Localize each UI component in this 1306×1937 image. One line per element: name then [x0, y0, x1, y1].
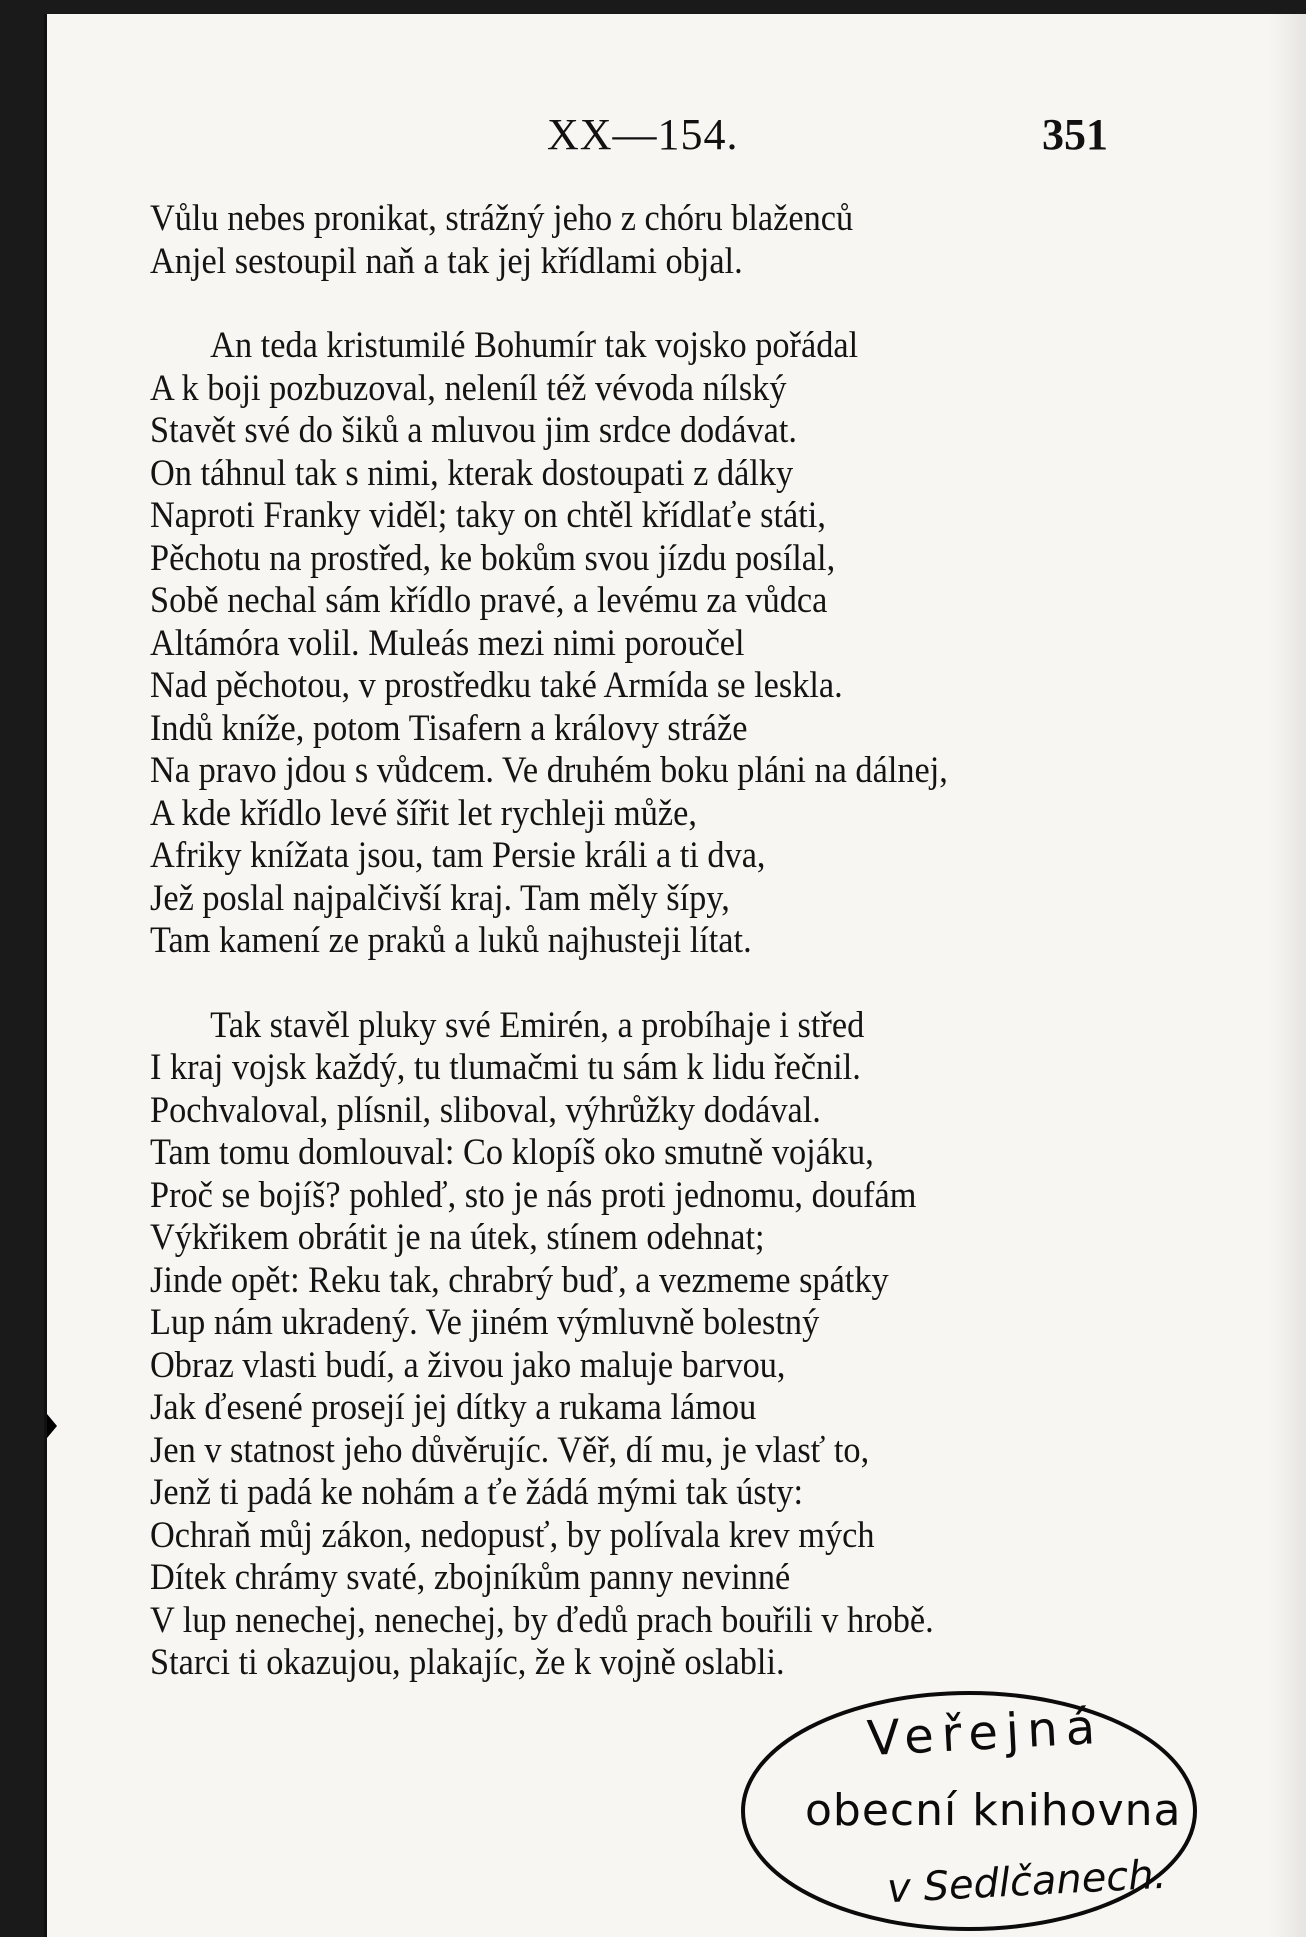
running-title: XX—154. [547, 110, 739, 159]
stamp-line-1: Veřejná [865, 1698, 1105, 1768]
running-header [47, 109, 1197, 159]
page-edge-mark [47, 1414, 57, 1438]
verse-line: On táhnul tak s nimi, kterak dostoupati z dálky [150, 451, 794, 493]
library-stamp [737, 1687, 1202, 1935]
verse-line: Proč se bojíš? pohleď, sto je nás proti jednomu, doufám [150, 1173, 917, 1215]
page-number: 351 [1042, 110, 1108, 159]
verse-line: Sobě nechal sám křídlo pravé, a levému za vůdca [150, 579, 828, 620]
verse-line: I kraj vojsk každý, tu tlumačmi tu sám k lidu řečnil. [150, 1046, 861, 1087]
verse-line: Jen v statnost jeho důvěrujíc. Věř, dí mu, je vlasť to, [150, 1428, 870, 1470]
verse-line: A k boji pozbuzoval, neleníl též vévoda nílský [150, 366, 787, 408]
verse-line: Nad pěchotou, v prostředku také Armída se leskla. [150, 664, 843, 705]
stanza [150, 197, 1128, 282]
verse-line: Altámóra volil. Muleás mezi nimi poroučel [150, 621, 745, 663]
verse-line: Výkřikem obrátit je na útek, stínem odehnat; [150, 1216, 765, 1257]
verse-line: An teda kristumilé Bohumír tak vojsko pořádal [210, 324, 859, 365]
verse-line: Lup nám ukradený. Ve jiném výmluvně bolestný [150, 1301, 820, 1342]
verse-line: Stavět své do šiků a mluvou jim srdce dodávat. [150, 409, 798, 450]
verse-line: Dítek chrámy svaté, zbojníkům panny nevinné [150, 1556, 791, 1597]
verse-line: Obraz vlasti budí, a živou jako maluje barvou, [150, 1343, 786, 1385]
stamp-line-2: obecní knihovna [805, 1785, 1182, 1836]
verse-line: Tak stavěl pluky své Emirén, a probíhaje i střed [210, 1003, 865, 1045]
verse-line: Jež poslal najpalčivší kraj. Tam měly šípy, [150, 876, 730, 918]
verse-line: Tam tomu domlouval: Co klopíš oko smutně vojáku, [150, 1131, 874, 1172]
poem-text [150, 197, 1128, 1684]
verse-line: Starci ti okazujou, plakajíc, že k vojně oslabli. [150, 1641, 785, 1682]
verse-line: A kde křídlo levé šířit let rychleji může, [150, 791, 697, 833]
verse-line: Indů kníže, potom Tisafern a královy stráže [150, 706, 748, 748]
verse-line: Vůlu nebes pronikat, strážný jeho z chóru blaženců [150, 197, 854, 238]
verse-line: Jenž ti padá ke nohám a ťe žádá mými tak ústy: [150, 1471, 804, 1512]
verse-line: Anjel sestoupil naň a tak jej křídlami objal. [150, 239, 743, 281]
verse-line: Pěchotu na prostřed, ke bokům svou jízdu posílal, [150, 536, 836, 578]
stamp-line-3: v Sedlčanech. [885, 1851, 1168, 1913]
book-page [44, 14, 1306, 1937]
verse-line: Pochvaloval, plísnil, sliboval, výhrůžky dodával. [150, 1088, 821, 1130]
verse-line: Naproti Franky viděl; taky on chtěl křídlaťe státi, [150, 494, 826, 535]
verse-line: Jak ďesené prosejí jej dítky a rukama lámou [150, 1386, 757, 1427]
verse-line: Afriky knížata jsou, tam Persie králi a ti dva, [150, 834, 766, 875]
verse-line: Ochraň můj zákon, nedopusť, by polívala krev mých [150, 1513, 875, 1555]
verse-line: V lup nenechej, nenechej, by ďedů prach bouřili v hrobě. [150, 1598, 934, 1640]
verse-line: Tam kamení ze praků a luků najhusteji lítat. [150, 919, 752, 960]
stanza [150, 1004, 1128, 1684]
stanza [150, 324, 1128, 962]
verse-line: Na pravo jdou s vůdcem. Ve druhém boku pláni na dálnej, [150, 749, 948, 790]
verse-line: Jinde opět: Reku tak, chrabrý buď, a vezmeme spátky [150, 1258, 889, 1300]
